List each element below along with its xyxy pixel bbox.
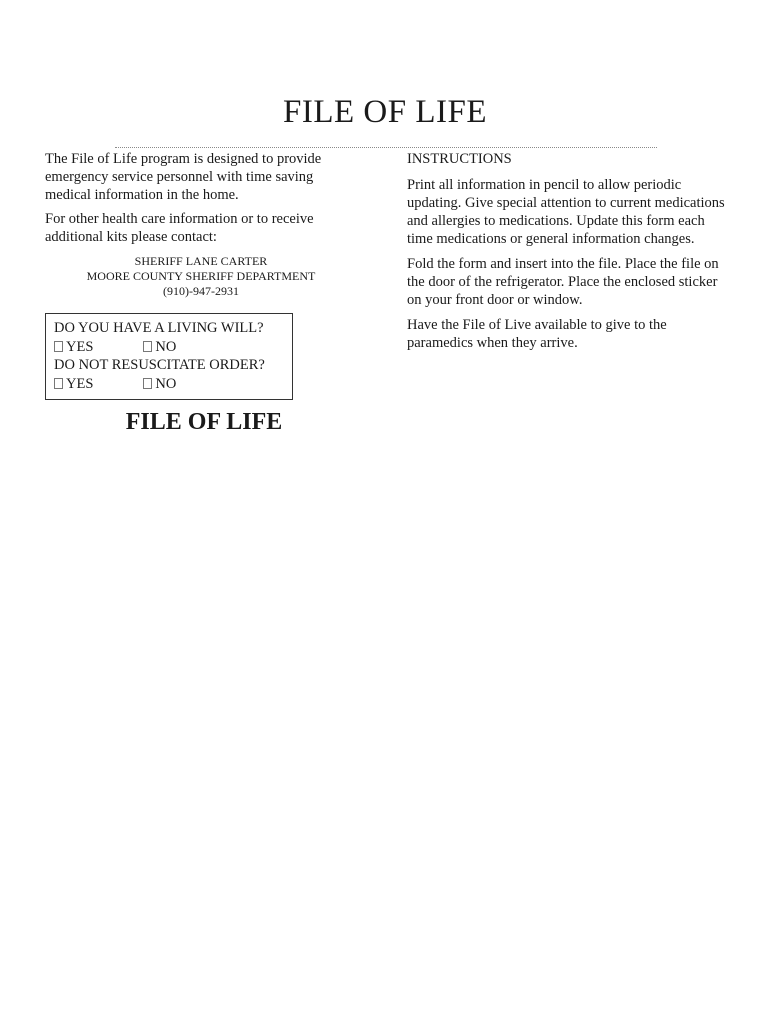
contact-name: SHERIFF LANE CARTER (134, 254, 268, 268)
contact-department: MOORE COUNTY SHERIFF DEPARTMENT (86, 269, 316, 283)
living-will-no-label: NO (155, 338, 177, 355)
instructions-paragraph-2: Fold the form and insert into the file. Place the file on the door of the refrigerator. Place the enclosed sticker on your front door or window. (407, 256, 719, 308)
living-will-box (45, 313, 293, 400)
intro-paragraph-1: The File of Life program is designed to provide emergency service personnel with time saving medical information in the home. (45, 151, 322, 203)
dnr-no-checkbox[interactable] (143, 378, 152, 389)
instructions-section (407, 150, 727, 359)
dnr-no-label: NO (155, 375, 177, 392)
contact-phone: (910)-947-2931 (163, 284, 239, 298)
living-will-yes-label: YES (66, 338, 94, 355)
dnr-yes-label: YES (66, 375, 94, 392)
instructions-paragraph-3: Have the File of Live available to give to the paramedics when they arrive. (407, 317, 667, 351)
instructions-paragraph-1: Print all information in pencil to allow periodic updating. Give special attention to current medications and allergies to medications. Update this form each time medications or general information changes. (407, 177, 725, 247)
intro-paragraph-2: For other health care information or to receive additional kits please contact: (45, 211, 314, 245)
living-will-no-checkbox[interactable] (143, 341, 152, 352)
dnr-options (54, 375, 292, 394)
dnr-question: DO NOT RESUSCITATE ORDER? (54, 357, 265, 373)
intro-section (45, 150, 345, 299)
contact-block (42, 254, 360, 299)
page-title: FILE OF LIFE (283, 94, 487, 130)
sub-title: FILE OF LIFE (125, 409, 283, 435)
living-will-yes-checkbox[interactable] (54, 341, 63, 352)
dnr-yes-checkbox[interactable] (54, 378, 63, 389)
title-divider (115, 147, 657, 148)
living-will-question: DO YOU HAVE A LIVING WILL? (54, 320, 264, 336)
instructions-heading: INSTRUCTIONS (407, 151, 512, 167)
living-will-options (54, 338, 292, 357)
